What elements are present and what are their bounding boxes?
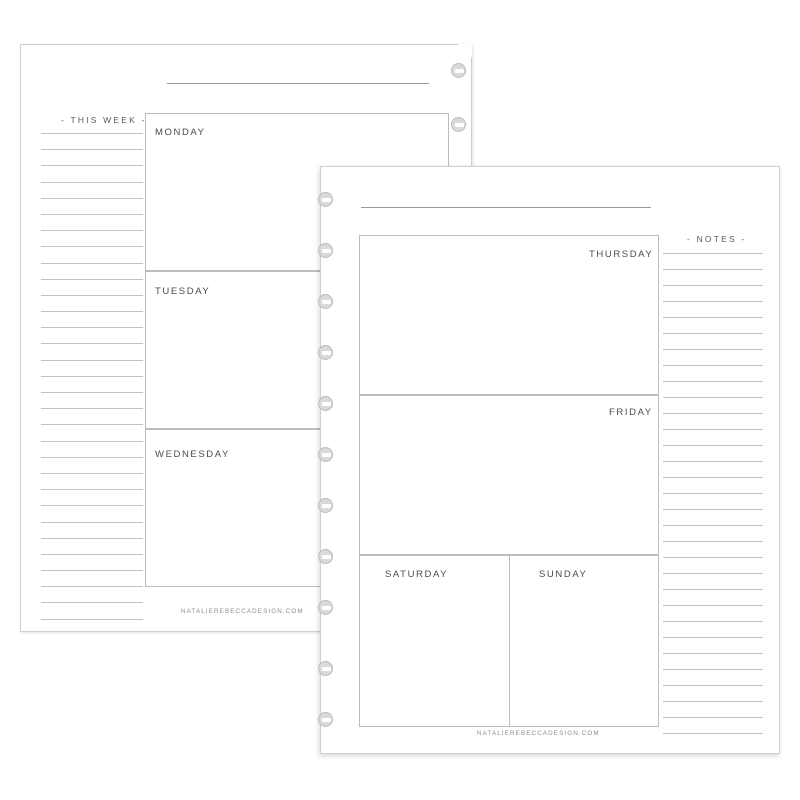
ruled-line [663, 445, 763, 446]
ruled-line [41, 230, 143, 231]
ruled-line [663, 573, 763, 574]
ruled-line [663, 701, 763, 702]
ruled-line [663, 365, 763, 366]
ruled-line [663, 525, 763, 526]
ruled-line [663, 541, 763, 542]
disc-ring-right-2 [318, 243, 333, 258]
ruled-line [41, 214, 143, 215]
ruled-line [663, 253, 763, 254]
ruled-line [663, 637, 763, 638]
ruled-line [41, 473, 143, 474]
day-label-tuesday: TUESDAY [155, 286, 211, 297]
ruled-line [41, 489, 143, 490]
ruled-line [41, 408, 143, 409]
ruled-line [663, 621, 763, 622]
ruled-line [41, 360, 143, 361]
ruled-line [663, 349, 763, 350]
ruled-line [663, 589, 763, 590]
ruled-line [41, 424, 143, 425]
disc-ring-left-2 [451, 117, 466, 132]
ruled-line [663, 653, 763, 654]
ruled-line [41, 198, 143, 199]
date-line-right [361, 207, 651, 208]
ruled-line [41, 295, 143, 296]
disc-ring-right-10 [318, 661, 333, 676]
ruled-line [663, 733, 763, 734]
ruled-line [663, 397, 763, 398]
ruled-line [41, 441, 143, 442]
day-label-thursday: THURSDAY [589, 249, 654, 260]
ruled-line [41, 586, 143, 587]
footer-url-left: NATALIEREBECCADESIGN.COM [181, 608, 304, 615]
ruled-line [41, 182, 143, 183]
disc-ring-right-1 [318, 192, 333, 207]
day-label-monday: MONDAY [155, 127, 206, 138]
this-week-lines [41, 133, 143, 620]
ruled-line [41, 570, 143, 571]
ruled-line [663, 717, 763, 718]
ruled-line [663, 557, 763, 558]
ruled-line [663, 669, 763, 670]
ruled-line [663, 685, 763, 686]
day-label-wednesday: WEDNESDAY [155, 449, 230, 460]
ruled-line [41, 133, 143, 134]
ruled-line [663, 333, 763, 334]
ruled-line [41, 554, 143, 555]
ruled-line [663, 301, 763, 302]
ruled-line [663, 509, 763, 510]
ruled-line [41, 376, 143, 377]
ruled-line [663, 269, 763, 270]
ruled-line [663, 317, 763, 318]
day-box-friday[interactable] [359, 395, 659, 555]
footer-url-right: NATALIEREBECCADESIGN.COM [477, 730, 600, 737]
disc-ring-right-7 [318, 498, 333, 513]
ruled-line [41, 311, 143, 312]
ruled-line [41, 279, 143, 280]
ruled-line [663, 413, 763, 414]
ruled-line [41, 263, 143, 264]
ruled-line [663, 493, 763, 494]
day-label-friday: FRIDAY [609, 407, 653, 418]
ruled-line [41, 505, 143, 506]
ruled-line [663, 461, 763, 462]
ruled-line [41, 522, 143, 523]
day-label-saturday: SATURDAY [385, 569, 449, 580]
date-line-left [167, 83, 429, 84]
disc-ring-right-4 [318, 345, 333, 360]
ruled-line [663, 477, 763, 478]
disc-ring-right-3 [318, 294, 333, 309]
notes-title: - NOTES - [687, 234, 747, 244]
ruled-line [41, 165, 143, 166]
ruled-line [663, 381, 763, 382]
ruled-line [41, 602, 143, 603]
disc-ring-left-1 [451, 63, 466, 78]
planner-page-right[interactable] [320, 166, 780, 754]
ruled-line [41, 457, 143, 458]
ruled-line [41, 343, 143, 344]
disc-ring-right-5 [318, 396, 333, 411]
this-week-title: - THIS WEEK - [61, 115, 147, 125]
ruled-line [41, 392, 143, 393]
ruled-line [663, 285, 763, 286]
ruled-line [663, 429, 763, 430]
weekend-divider [509, 555, 510, 727]
ruled-line [41, 246, 143, 247]
day-label-sunday: SUNDAY [539, 569, 588, 580]
disc-ring-right-8 [318, 549, 333, 564]
ruled-line [41, 538, 143, 539]
disc-ring-right-6 [318, 447, 333, 462]
ruled-line [41, 327, 143, 328]
page-corner-cut [458, 44, 472, 58]
disc-ring-right-11 [318, 712, 333, 727]
disc-ring-right-9 [318, 600, 333, 615]
ruled-line [41, 149, 143, 150]
ruled-line [41, 619, 143, 620]
notes-lines [663, 253, 763, 734]
ruled-line [663, 605, 763, 606]
